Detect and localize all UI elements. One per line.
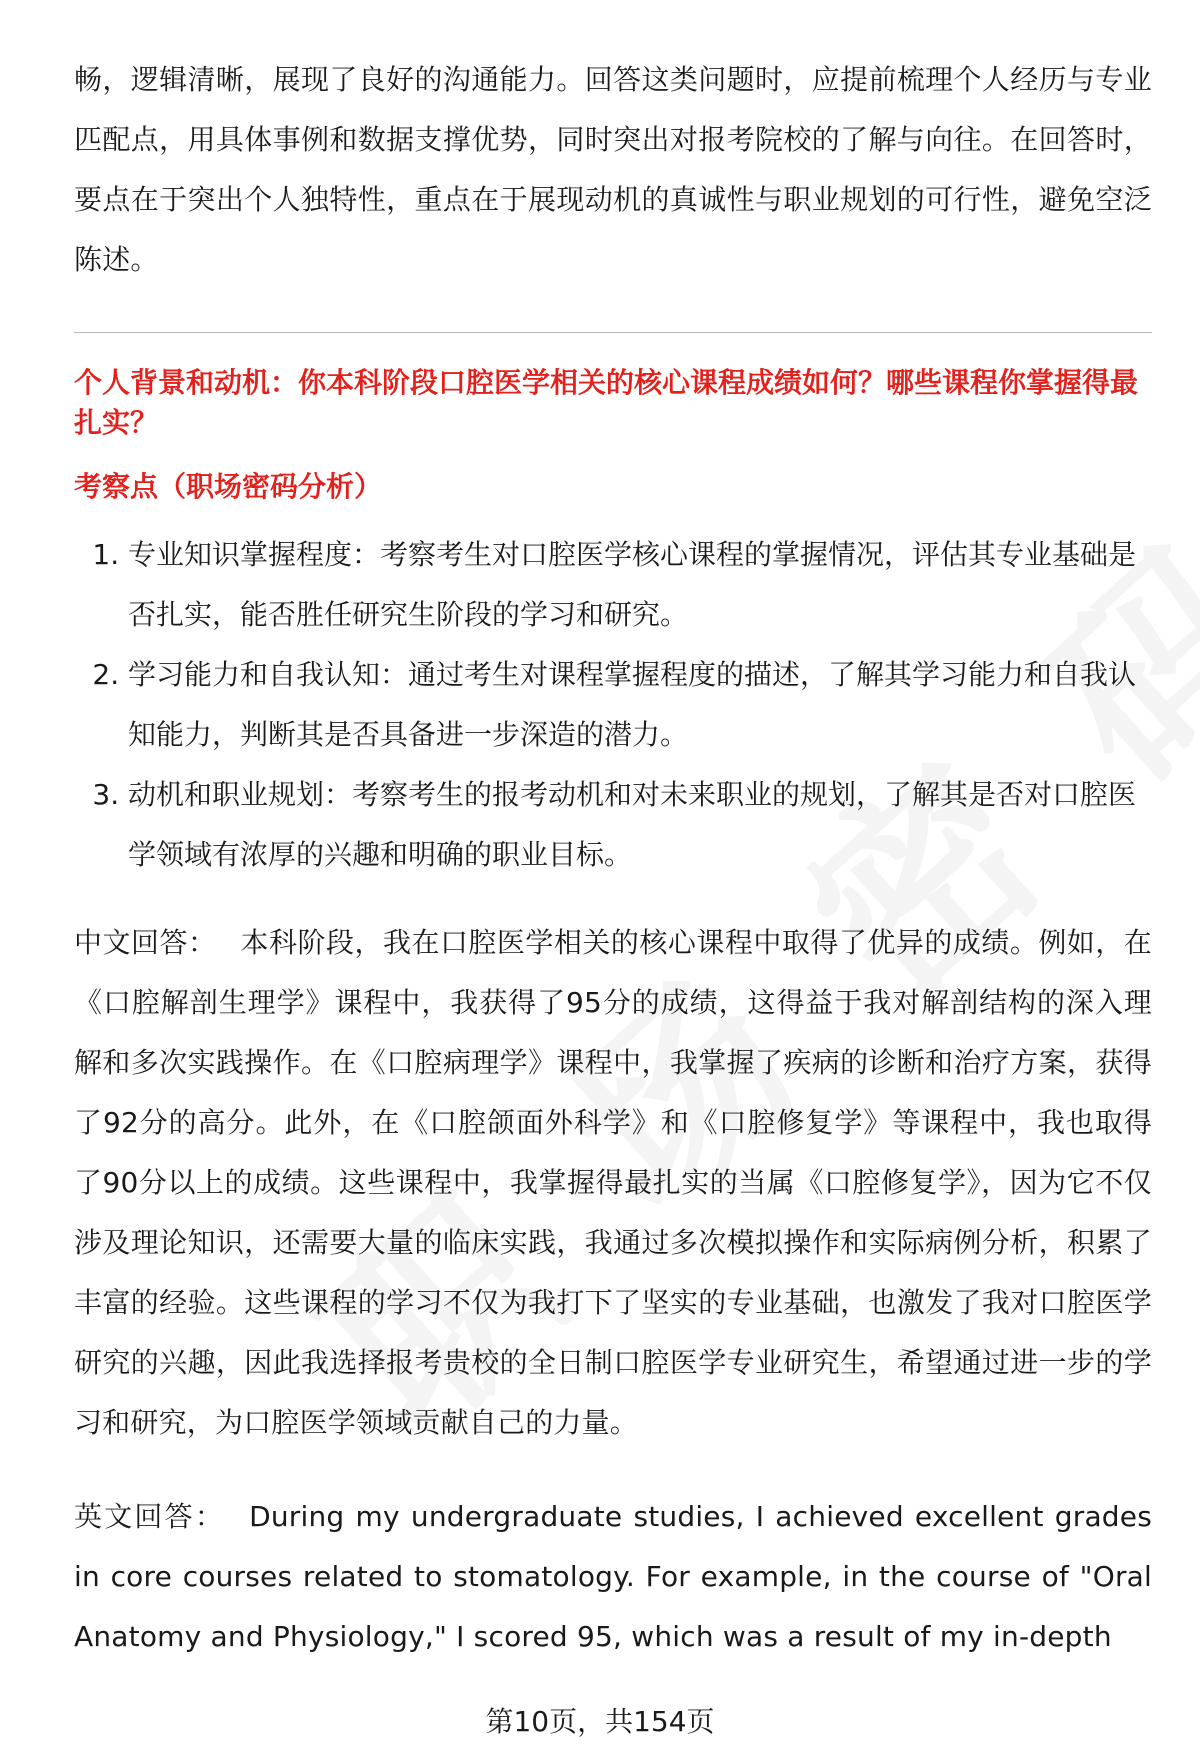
chinese-answer-label: 中文回答： [74,926,217,959]
assessment-point: 2. 学习能力和自我认知：通过考生对课程掌握程度的描述，了解其学习能力和自我认知能力，判断其是否具备进一步深造的潜力。 [128,645,1152,765]
assessment-points-list [74,525,1152,885]
question-heading: 个人背景和动机：你本科阶段口腔医学相关的核心课程成绩如何？哪些课程你掌握得最扎实？ [74,366,1139,439]
english-answer-text: During my undergraduate studies, I achieved excellent grades in core courses related to stomatology. For example, in the course of "Oral Anatomy and Physiology," I scored 95, which was a result of my in-depth [74,1500,1152,1653]
document-page [74,50,1152,1667]
assessment-point: 1. 专业知识掌握程度：考察考生对口腔医学核心课程的掌握情况，评估其专业基础是否扎实，能否胜任研究生阶段的学习和研究。 [128,525,1152,645]
english-answer [74,1487,1152,1667]
assessment-heading: 考察点（职场密码分析） [74,470,383,503]
english-answer-label: 英文回答： [74,1500,226,1533]
chinese-answer-text: 本科阶段，我在口腔医学相关的核心课程中取得了优异的成绩。例如，在《口腔解剖生理学》课程中，我获得了95分的成绩，这得益于我对解剖结构的深入理解和多次实践操作。在《口腔病理学》课程中，我掌握了疾病的诊断和治疗方案，获得了92分的高分。此外，在《口腔颌面外科学》和《口腔修复学》等课程中，我也取得了90分以上的成绩。这些课程中，我掌握得最扎实的当属《口腔修复学》，因为它不仅涉及理论知识，还需要大量的临床实践，我通过多次模拟操作和实际病例分析，积累了丰富的经验。这些课程的学习不仅为我打下了坚实的专业基础，也激发了我对口腔医学研究的兴趣，因此我选择报考贵校的全日制口腔医学专业研究生，希望通过进一步的学习和研究，为口腔医学领域贡献自己的力量。 [74,926,1152,1439]
intro-paragraph: 畅，逻辑清晰，展现了良好的沟通能力。回答这类问题时，应提前梳理个人经历与专业匹配点，用具体事例和数据支撑优势，同时突出对报考院校的了解与向往。在回答时，要点在于突出个人独特性，重点在于展现动机的真诚性与职业规划的可行性，避免空泛陈述。 [74,63,1152,276]
assessment-point: 3. 动机和职业规划：考察考生的报考动机和对未来职业的规划，了解其是否对口腔医学领域有浓厚的兴趣和明确的职业目标。 [128,765,1152,885]
chinese-answer [74,913,1152,1453]
page-footer: 第10页，共154页 [485,1705,715,1738]
section-divider [74,332,1152,333]
